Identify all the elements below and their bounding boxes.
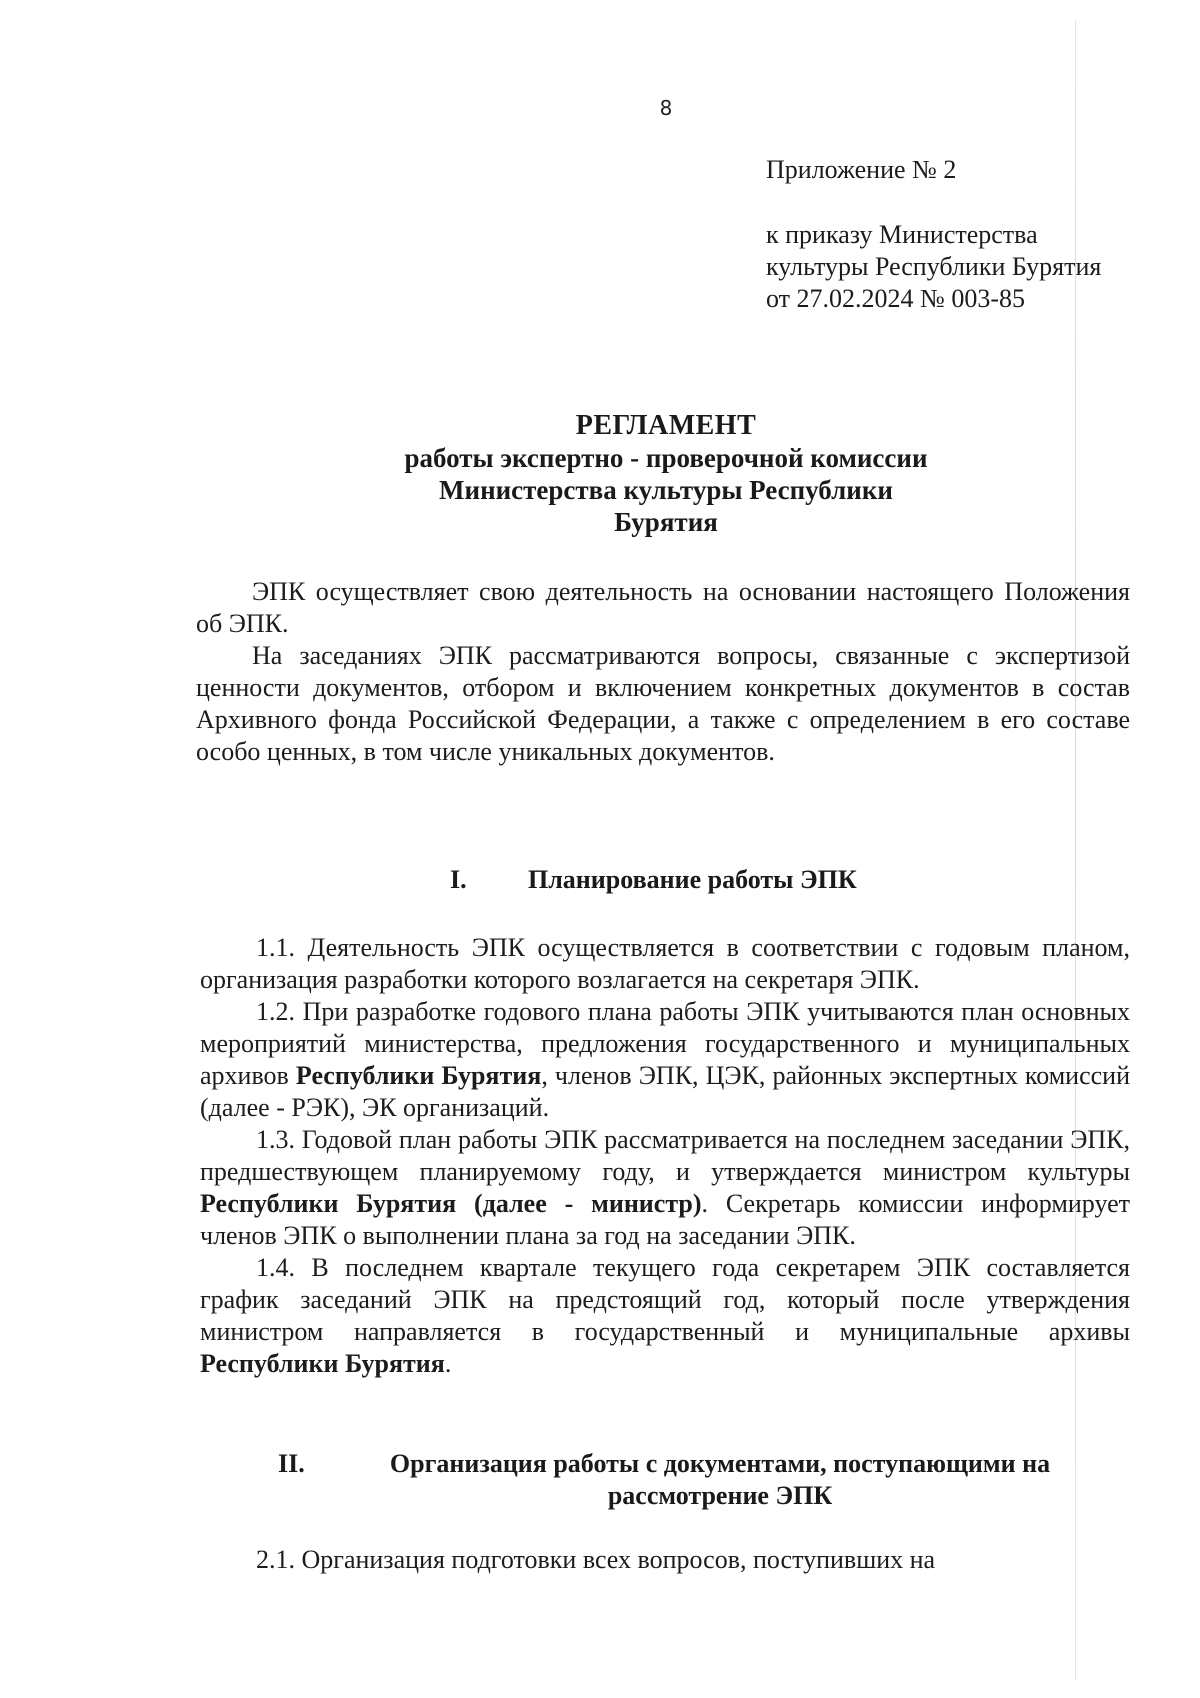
bold-text-run: Республики Бурятия [295, 1061, 542, 1090]
paragraph-1-2 [200, 996, 1130, 1124]
text-run: 1.4. В последнем квартале текущего года секретарем ЭПК составляется график заседаний ЭПК на предстоящий год, который после утверждения министром направляется в государственный и муниципальные архивы [200, 1253, 1130, 1346]
page-number: 8 [659, 96, 673, 120]
paragraph-1-1: 1.1. Деятельность ЭПК осуществляется в соответствии с годовым планом, организация разработки которого возлагается на секретаря ЭПК. [200, 933, 1130, 994]
appendix-ref-line: культуры Республики Бурятия [766, 252, 1102, 281]
paragraph: На заседаниях ЭПК рассматриваются вопросы, связанные с экспертизой ценности документов, отбором и включением конкретных документов в состав Архивного фонда Российской Федерации, а также с определением в его составе особо ценных, в том числе уникальных документов. [196, 641, 1130, 766]
appendix-ref-line: к приказу Министерства [766, 220, 1038, 249]
section-2-title [360, 1448, 1080, 1512]
text-run: 1.2. При разработке годового плана работы ЭПК учитываются план основных мероприятий министерства, предложения государственного и муниципальных архивов [200, 997, 1130, 1090]
paragraph: ЭПК осуществляет свою деятельность на основании настоящего Положения об ЭПК. [196, 577, 1130, 638]
section-1-number: I. [450, 865, 467, 894]
section-1-title: Планирование работы ЭПК [528, 865, 857, 894]
bold-text-run: Республики Бурятия [200, 1349, 445, 1378]
title-line: работы экспертно - проверочной комиссии [404, 443, 928, 473]
section-2-title-line: рассмотрение ЭПК [607, 1481, 833, 1510]
bold-text-run: Республики Бурятия (далее - министр) [200, 1189, 702, 1218]
text-run: 1.3. Годовой план работы ЭПК рассматривается на последнем заседании ЭПК, предшествующем планируемому году, и утверждается министром культуры [200, 1125, 1130, 1186]
appendix-ref-line: от 27.02.2024 № 003-85 [766, 284, 1025, 313]
section-2-title-line: Организация работы с документами, поступающими на [389, 1449, 1051, 1478]
title-line: Бурятия [614, 507, 718, 537]
title-line: Министерства культуры Республики [439, 475, 893, 505]
document-title [0, 410, 1200, 538]
paragraph-1-4 [200, 1252, 1130, 1380]
paragraph-2-1: 2.1. Организация подготовки всех вопросов, поступивших на [256, 1545, 936, 1574]
paragraph-1-3 [200, 1124, 1130, 1252]
text-run: . [444, 1349, 452, 1378]
intro-text [196, 576, 1130, 768]
text-run: . Секретарь комиссии информирует членов ЭПК о выполнении плана за год на заседании ЭПК. [200, 1189, 1131, 1250]
appendix-reference [766, 219, 1101, 315]
title-main: РЕГЛАМЕНТ [575, 410, 757, 441]
section-2-body [200, 1544, 1130, 1576]
section-2-number: II. [278, 1449, 305, 1478]
text-run: , членов ЭПК, ЦЭК, районных экспертных комиссий (далее - РЭК), ЭК организаций. [200, 1061, 1130, 1122]
appendix-title: Приложение № 2 [766, 155, 957, 184]
section-1-body [200, 932, 1130, 1380]
